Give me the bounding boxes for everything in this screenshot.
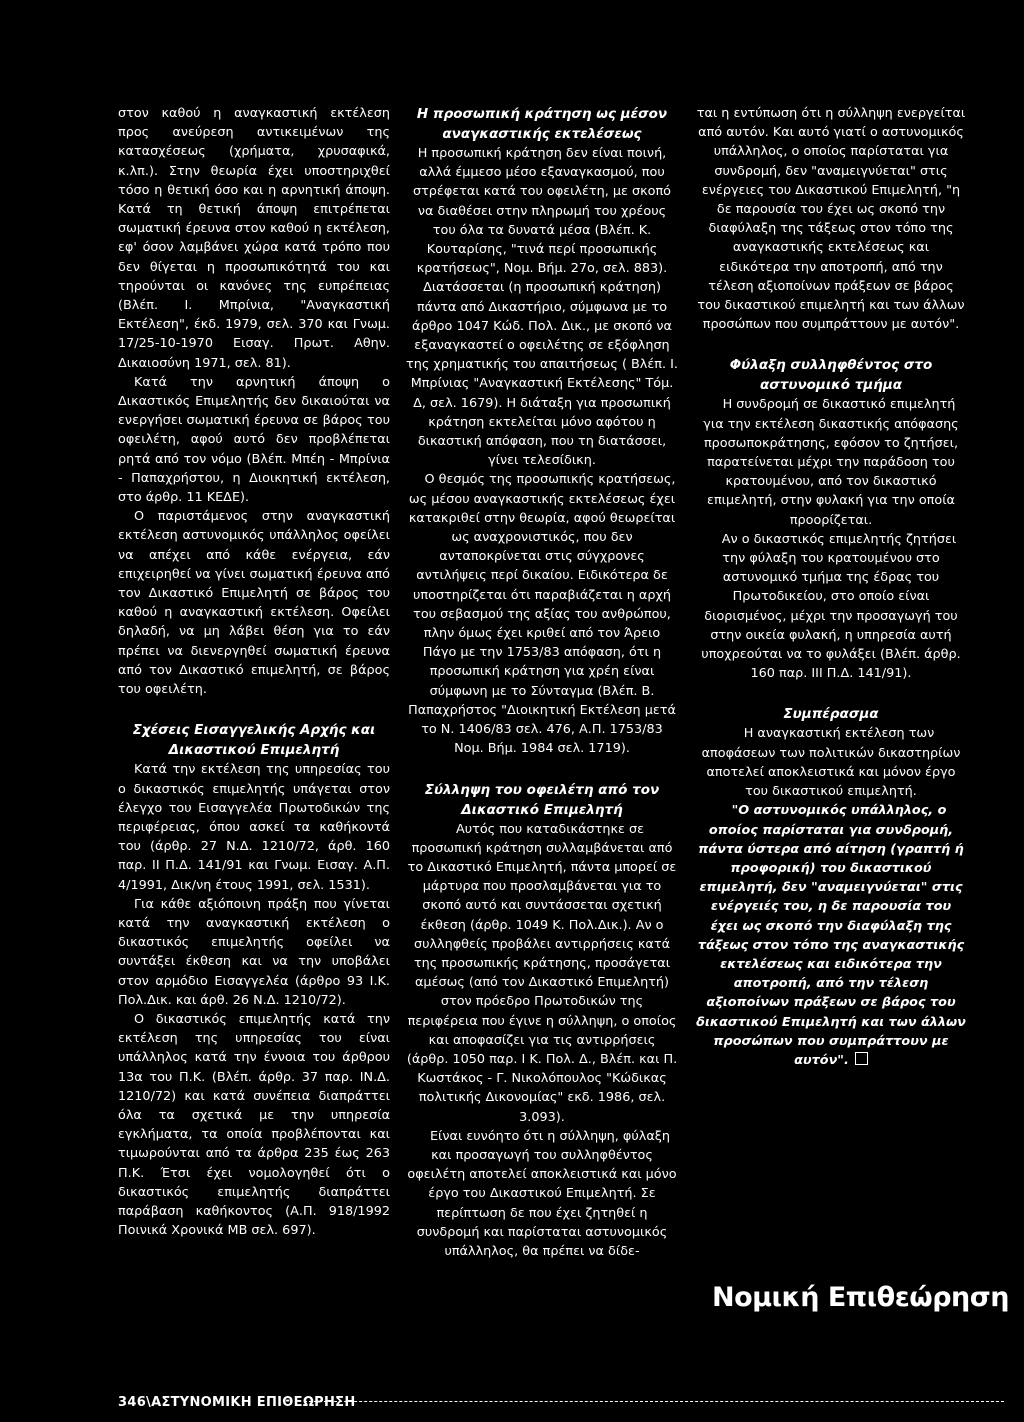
paragraph: Κατά την αρνητική άποψη ο Δικαστικός Επιμελητής δεν δικαιούται να ενεργήσει σωματική έρευνα σε βάρος του οφειλέτη, αφού αυτό δεν προβλέπεται ρητά από τον νόμο (Βλέπ. Μπέη - Μπρίνια - Παπαχρήστου, η Διοικητική εκτέλεση, στο άρθρ. 11 ΚΕΔΕ).	[118, 374, 390, 506]
paragraph: Ο θεσμός της προσωπικής κρατήσεως, ως μέσου αναγκαστικής εκτελέσεως έχει κατακριθεί στην θεωρία, αφού θεωρείται ως αναχρονιστικός, που δεν ανταποκρίνεται στις σύγχρονες αντιλήψεις περί δικαίου. Ειδικότερα δε υποστηρίζεται ότι παραβιάζεται η αρχή του σεβασμού της αξίας του ανθρώπου, πλην όμως έχει κριθεί από τον Άρειο Πάγο με την 1753/83 απόφαση, ότι η προσωπική κράτηση για χρέη είναι σύμφωνη με το Σύνταγμα (Βλέπ. Β. Παπαχρήστος "Διοικητική Εκτέλεση μετά το Ν. 1406/83 σελ. 476, Α.Π. 1753/83 Νομ. Βήμ. 1984 σελ. 1719).	[408, 472, 676, 757]
page-footer	[118, 1391, 1004, 1410]
footer-rule	[304, 1401, 1004, 1402]
column-3	[696, 104, 966, 1070]
section-heading: Η προσωπική κράτηση ως μέσον αναγκαστικής εκτελέσεως	[416, 106, 668, 142]
column-1	[118, 104, 390, 1240]
footer-label: 346\ΑΣΤΥΝΟΜΙΚΗ ΕΠΙΘΕΩΡΗΣΗ	[118, 1395, 356, 1410]
paragraph: Αυτός που καταδικάστηκε σε προσωπική κράτηση συλλαμβάνεται από το Δικαστικό Επιμελητή, πάντα μπορεί σε μάρτυρα που προσλαμβάνεται για το σκοπό αυτό και συντάσσεται σχετική έκθεση (άρθρ. 1049 Κ. Πολ.Δικ.). Αν ο συλληφθείς προβάλει αντιρρήσεις κατά της προσωπικής κράτησης, προσάγεται αμέσως (από τον Δικαστικό Επιμελητή) στον πρόεδρο Πρωτοδικών της περιφέρεια που έγινε η σύλληψη, ο οποίος και αποφασίζει για τις αντιρρήσεις (άρθρ. 1050 παρ. Ι Κ. Πολ. Δ., Βλέπ. και Π. Κωστάκος - Γ. Νικολόπουλος "Κώδικας πολιτικής Δικονομίας" εκδ. 1986, σελ. 3.093).	[406, 821, 678, 1125]
section-heading: Σύλληψη του οφειλέτη από τον Δικαστικό Επιμελητή	[424, 781, 660, 818]
paragraph: Αν ο δικαστικός επιμελητής ζητήσει την φύλαξη του κρατουμένου στο αστυνομικό τμήμα της έδρας του Πρωτοδικείου, στο οποίο είναι διορισμένος, μέχρι την προσαγωγή του στην οικεία φυλακή, η υπηρεσία αυτή υποχρεούται να το φυλάξει (Βλέπ. άρθρ. 160 παρ. ΙΙΙ Π.Δ. 141/91).	[701, 531, 961, 682]
section-heading: Συμπέρασμα	[783, 706, 879, 723]
section-heading: Σχέσεις Εισαγγελικής Αρχής και Δικαστικού Επιμελητή	[132, 722, 376, 759]
paragraph: στον καθού η αναγκαστική εκτέλεση προς ανεύρεση αντικειμένων της κατασχέσεως (χρήματα, χρυσαφικά, κ.λπ.). Στην θεωρία έχει υποστηριχθεί τόσο η θετική όσο και η αρνητική άποψη. Κατά τη θετική άποψη επιτρέπεται σωματική έρευνα στον καθού η εκτέλεση, εφ' όσον λαμβάνει χώρα κατά τρόπο που δεν θίγεται η προσωπικότητά του και τηρούνται οι κανόνες της ευπρέπειας (Βλέπ. Ι. Μπρίνια, "Αναγκαστική Εκτέλεση", έκδ. 1979, σελ. 370 και Γνωμ. 17/25-10-1970 Εισαγ. Πρωτ. Αθην. Δικαιοσύνη 1971, σελ. 81).	[118, 106, 390, 371]
paragraph: Για κάθε αξιόποινη πράξη που γίνεται κατά την αναγκαστική εκτέλεση ο δικαστικός επιμελητής οφείλει να συντάξει έκθεση και να την υποβάλει στον αρμόδιο Εισαγγελέα (άρθρο 93 Ι.Κ. Πολ.Δικ. και άρθ. 26 Ν.Δ. 1210/72).	[118, 896, 390, 1008]
column-2	[406, 104, 678, 1261]
paragraph: Είναι ευνόητο ότι η σύλληψη, φύλαξη και προσαγωγή του συλληφθέντος οφειλέτη αποτελεί αποκλειστικά και μόνο έργο του Δικαστικού Επιμελητή. Σε περίπτωση δε που έχει ζητηθεί η συνδρομή και παρίσταται αστυνομικός υπάλληλος, θα πρέπει να δίδε-	[407, 1128, 677, 1259]
paragraph: ται η εντύπωση ότι η σύλληψη ενεργείται από αυτόν. Και αυτό γιατί ο αστυνομικός υπάλληλος, ο οποίος παρίσταται για συνδρομή, δεν "αναμειγνύεται" στις ενέργειες του Δικαστικού Επιμελητή, "η δε παρουσία του έχει ως σκοπό την διαφύλαξη της τάξεως στον τόπο της αναγκαστικής εκτελέσεως και ειδικότερα την αποτροπή, από την τέλεση αξιοποίνων πράξεων σε βάρος του δικαστικού επιμελητή και των άλλων προσώπων που συμπράττουν με αυτόν".	[696, 106, 966, 333]
quote-text: "Ο αστυνομικός υπάλληλος, ο οποίος παρίσταται για συνδρομή, πάντα ύστερα από αίτηση (γραπτή ή προφορική) του δικαστικού επιμελητή, δεν "αναμειγνύεται" στις ενέργειές του, η δε παρουσία του έχει ως σκοπό την διαφύλαξη της τάξεως στον τόπο της αναγκαστικής εκτελέσεως και ειδικότερα την αποτροπή, από την τέλεση αξιοποίνων πράξεων σε βάρος του δικαστικού Επιμελητή και των άλλων προσώπων που συμπράττουν με αυτόν".	[696, 803, 966, 1068]
end-of-article-icon	[855, 1052, 868, 1065]
paragraph: Η προσωπική κράτηση δεν είναι ποινή, αλλά έμμεσο μέσο εξαναγκασμού, που στρέφεται κατά του οφειλέτη, με σκοπό να διαθέσει στην πληρωμή του χρέους του όλα τα δυνατά μέσα (Βλέπ. Κ. Κουταρίσης, "τινά περί προσωπικής κρατήσεως", Νομ. Βήμ. 27ο, σελ. 883). Διατάσσεται (η προσωπική κράτηση) πάντα από Δικαστήριο, σύμφωνα με το άρθρο 1047 Κώδ. Πολ. Δικ., με σκοπό να εξαναγκαστεί ο οφειλέτης σε εξόφληση της χρηματικής του απαιτήσεως ( Βλέπ. Ι. Μπρίνιας "Αναγκαστική Εκτέλεσης" Τόμ. Δ, σελ. 1679). Η διάταξη για προσωπική κράτηση εκτελείται μόνο αφότου η δικαστική απόφαση, που τη διατάσσει, γίνει τελεσίδικη.	[406, 146, 678, 469]
paragraph: Η συνδρομή σε δικαστικό επιμελητή για την εκτέλεση δικαστικής απόφασης προσωποκράτησης, εφόσον το ζητήσει, παρατείνεται μέχρι την παράδοση του κρατουμένου, από τον δικαστικό επιμελητή, στην φυλακή για την οποία προορίζεται.	[703, 397, 959, 528]
section-brand: Νομική Επιθεώρηση	[712, 1282, 1010, 1313]
paragraph: Ο παριστάμενος στην αναγκαστική εκτέλεση αστυνομικός υπάλληλος οφείλει να απέχει από κάθε ενέργεια, εάν επιχειρηθεί να γίνει σωματική έρευνα από τον Δικαστικό Επιμελητή σε βάρος του καθού η αναγκαστική εκτέλεση. Οφείλει δηλαδή, να μη λάβει θέση για το εάν πρέπει να διενεργηθεί σωματική έρευνα από τον Δικαστικό επιμελητή, σε βάρος του οφειλέτη.	[118, 509, 390, 698]
paragraph: Ο δικαστικός επιμελητής κατά την εκτέλεση της υπηρεσίας του είναι υπάλληλος κατά την έννοια του άρθρου 13α του Π.Κ. (Βλέπ. άρθρ. 37 παρ. ΙΝ.Δ. 1210/72) και κατά συνέπεια διαπράττει όλα τα σχετικά με την υπηρεσία εγκλήματα, τα οποία προβλέπονται και τιμωρούνται από τα άρθρα 235 έως 263 Π.Κ. Έτσι έχει νομολογηθεί ότι ο δικαστικός επιμελητής διαπράττει παράβαση καθήκοντος (Α.Π. 918/1992 Ποινικά Χρονικά ΜΒ σελ. 697).	[118, 1011, 390, 1239]
section-heading: Φύλαξη συλληφθέντος στο αστυνομικό τμήμα	[729, 357, 933, 394]
paragraph: Η αναγκαστική εκτέλεση των αποφάσεων των πολιτικών δικαστηρίων αποτελεί αποκλειστικά και μόνον έργο του δικαστικού επιμελητή.	[701, 726, 961, 800]
paragraph	[696, 801, 966, 1070]
paragraph: Κατά την εκτέλεση της υπηρεσίας του ο δικαστικός επιμελητής υπάγεται στον έλεγχο του Εισαγγελέα Πρωτοδικών της περιφέρειας, όπου ασκεί τα καθήκοντά του (άρθρ. 27 Ν.Δ. 1210/72, άρθ. 160 παρ. ΙΙ Π.Δ. 141/91 και Γνωμ. Εισαγ. Α.Π. 4/1991, Δικ/νη έτους 1991, σελ. 1531).	[118, 762, 390, 893]
